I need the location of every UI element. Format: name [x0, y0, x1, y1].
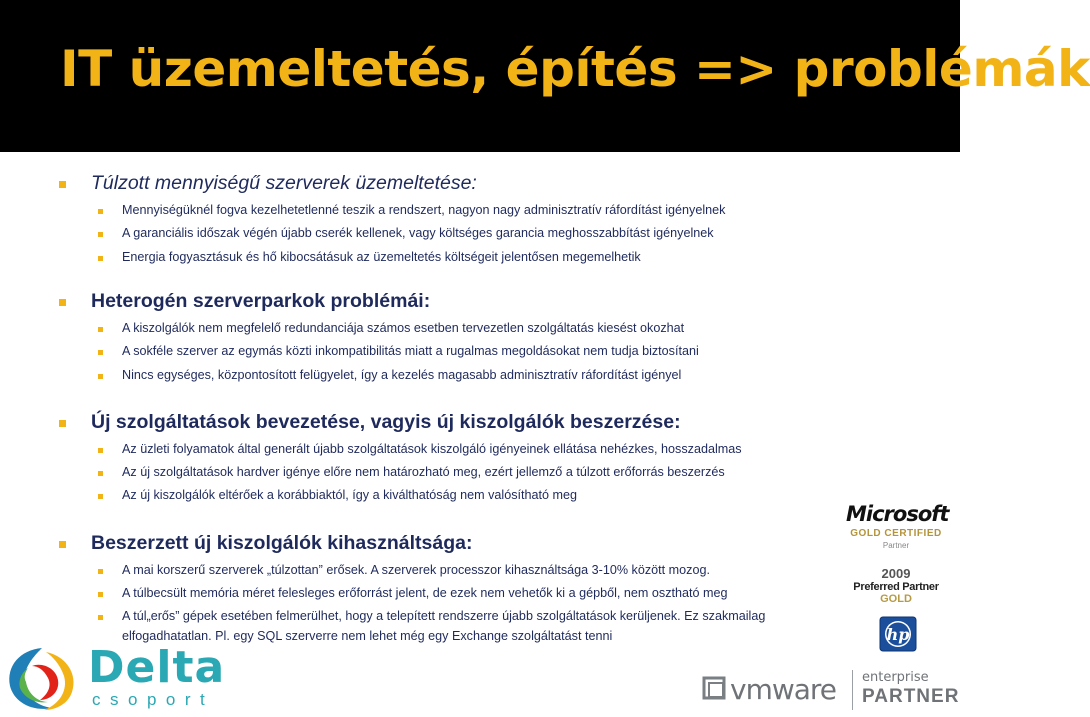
preferred-partner-logo [846, 566, 946, 605]
sub-bullet [98, 494, 103, 499]
list-item: A garanciális időszak végén újabb cserék kellenek, vagy költséges garancia meghosszabbítást igényelnek [122, 226, 714, 240]
preferred-partner-level: GOLD [880, 593, 912, 605]
delta-subtitle: csoport [92, 690, 215, 709]
list-item: Energia fogyasztásuk és hő kibocsátásuk az üzemeltetés költségeit jelentősen megemelhetik [122, 250, 641, 264]
sub-bullet [98, 232, 103, 237]
delta-wordmark: Delta [88, 642, 226, 693]
list-item: A túlbecsült memória méret felesleges erőforrást jelent, de ezek nem vehetők ki a gépből, nem osztható meg [122, 586, 728, 600]
list-item: A sokféle szerver az egymás közti inkompatibilitás miatt a rugalmas megoldásokat nem tudja biztosítani [122, 344, 699, 358]
bullet-square [59, 181, 66, 188]
sub-bullet [98, 592, 103, 597]
list-item: Az új kiszolgálók eltérőek a korábbiaktól, így a kiválthatóság nem valósítható meg [122, 488, 578, 502]
section-heading-1: Túlzott mennyiségű szerverek üzemeltetése: [91, 172, 477, 194]
preferred-partner-label: Preferred Partner [853, 581, 939, 593]
list-item: Az üzleti folyamatok által generált újabb szolgáltatások kiszolgáló igényeinek ellátása nehézkes, hosszadalmas [122, 442, 742, 456]
bullet-square [59, 299, 66, 306]
sub-bullet [98, 448, 103, 453]
vmware-mark-icon [702, 676, 730, 704]
sub-bullet [98, 569, 103, 574]
vmware-separator [852, 670, 853, 710]
sub-bullet [98, 374, 103, 379]
list-item: Az új szolgáltatások hardver igénye előre nem határozható meg, ezért jellemző a túlzott erőforrás beszerzés [122, 465, 725, 479]
sub-bullet [98, 327, 103, 332]
microsoft-wordmark: Microsoft [846, 502, 949, 526]
list-item: A túl„erős” gépek esetében felmerülhet, hogy a telepített rendszerre újabb szolgáltatások kerüljenek. Ez szakmailag elfogadhatatlan. Pl. egy SQL szerverre nem lehet még egy Exchange szolgáltatást tenni [122, 609, 766, 643]
section-heading-3: Új szolgáltatások bevezetése, vagyis új kiszolgálók beszerzése: [91, 411, 681, 433]
hp-logo [876, 615, 920, 653]
vmware-partner-label: PARTNER [862, 686, 960, 707]
section-heading-2: Heterogén szerverparkok problémái: [91, 290, 431, 312]
list-item: Nincs egységes, központosított felügyelet, így a kezelés magasabb adminisztratív ráfordítást igényel [122, 368, 682, 382]
list-item: A mai korszerű szerverek „túlzottan” erősek. A szerverek processzor kihasználtsága 3-10% között mozog. [122, 563, 710, 577]
slide-title: IT üzemeltetés, építés => problémák [60, 40, 1090, 98]
sub-bullet [98, 615, 103, 620]
delta-csoport-logo [0, 640, 250, 717]
sub-bullet [98, 471, 103, 476]
sub-bullet [98, 350, 103, 355]
sub-bullet [98, 209, 103, 214]
gold-certified-label: GOLD CERTIFIED [850, 528, 942, 539]
section-heading-4: Beszerzett új kiszolgálók kihasználtsága: [91, 532, 473, 554]
title-bar [0, 0, 1090, 152]
sub-bullet [98, 256, 103, 261]
partner-label: Partner [882, 541, 910, 550]
vmware-wordmark: vmware [730, 673, 837, 706]
bullet-square [59, 420, 66, 427]
microsoft-gold-partner-logo [846, 502, 949, 550]
list-item: Mennyiségüknél fogva kezelhetetlenné teszik a rendszert, nagyon nagy adminisztratív ráfordítást igényelnek [122, 203, 726, 217]
hp-text: hp [886, 625, 910, 644]
preferred-partner-year: 2009 [881, 566, 911, 581]
vmware-enterprise-label: enterprise [862, 670, 929, 685]
bullet-square [59, 541, 66, 548]
list-item: A kiszolgálók nem megfelelő redundanciája számos esetben tervezetlen szolgáltatás kiesést okozhat [122, 321, 685, 335]
vmware-enterprise-partner-logo [702, 668, 960, 712]
delta-swirl-icon [2, 644, 82, 714]
